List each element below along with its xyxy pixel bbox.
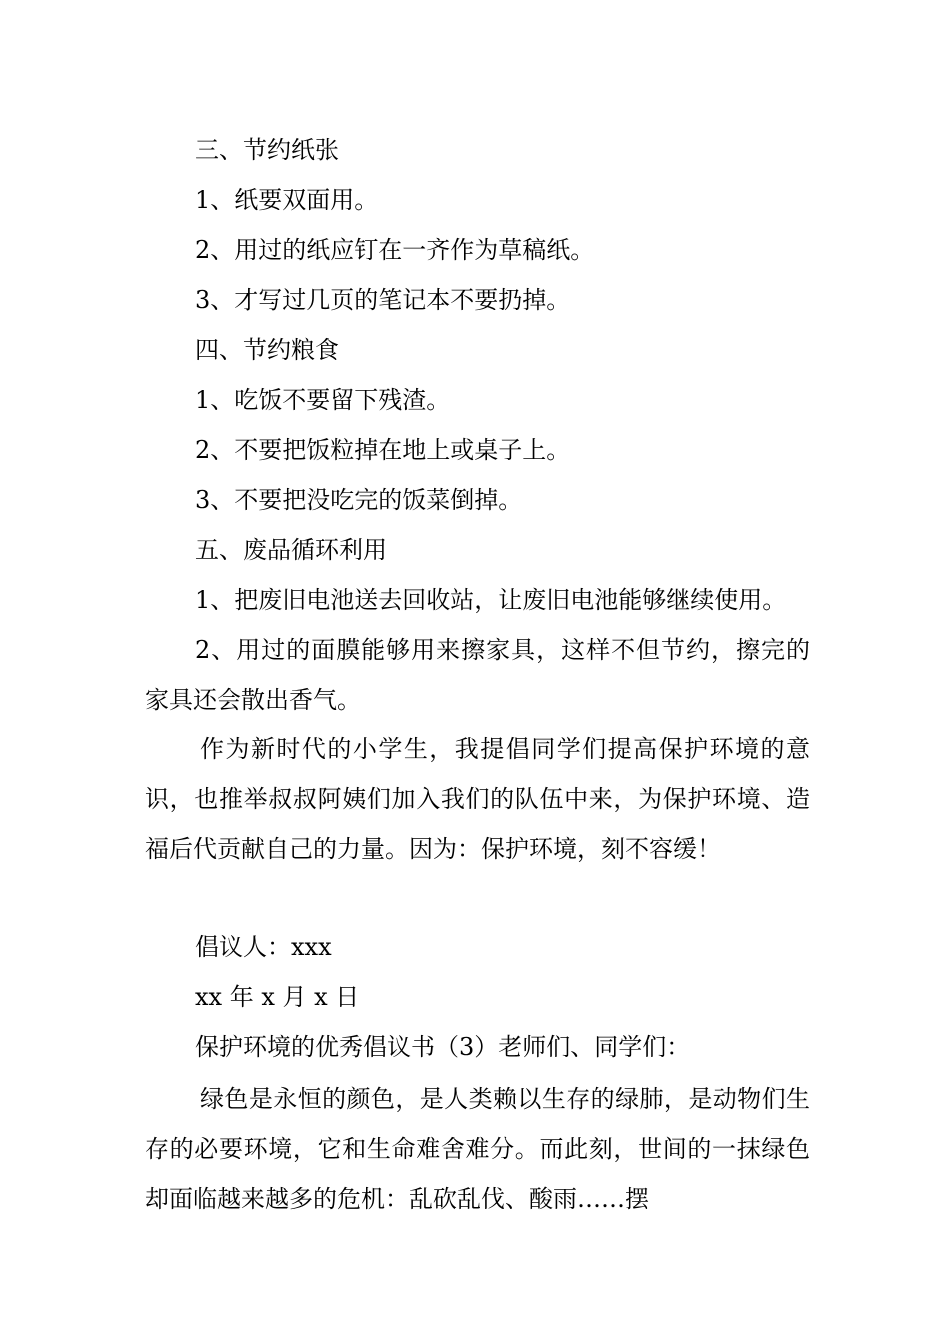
next-doc-paragraph: 绿色是永恒的颜色，是人类赖以生存的绿肺，是动物们生存的必要环境，它和生命难舍难分。而此刻，世间的一抹绿色却面临越来越多的危机：乱砍乱伐、酸雨……摆 <box>145 1085 810 1213</box>
section3-item-1: 1、纸要双面用。 <box>195 186 379 214</box>
date: xx 年 x 月 x 日 <box>195 983 360 1011</box>
section5-item-1: 1、把废旧电池送去回收站，让废旧电池能够继续使用。 <box>195 586 787 614</box>
next-doc-title: 保护环境的优秀倡议书（3）老师们、同学们： <box>195 1033 691 1061</box>
section4-item-2: 2、不要把饭粒掉在地上或桌子上。 <box>195 436 571 464</box>
section3-heading: 三、节约纸张 <box>195 136 339 164</box>
section3-item-2: 2、用过的纸应钉在一齐作为草稿纸。 <box>195 236 595 264</box>
section3-item-3: 3、才写过几页的笔记本不要扔掉。 <box>195 286 571 314</box>
section5-heading: 五、废品循环利用 <box>195 536 387 564</box>
signer: 倡议人：xxx <box>195 933 332 961</box>
section5-item-2: 2、用过的面膜能够用来擦家具，这样不但节约，擦完的家具还会散出香气。 <box>145 636 810 714</box>
section4-item-3: 3、不要把没吃完的饭菜倒掉。 <box>195 486 523 514</box>
closing-paragraph: 作为新时代的小学生，我提倡同学们提高保护环境的意识，也推举叔叔阿姨们加入我们的队伍中来，为保护环境、造福后代贡献自己的力量。因为：保护环境，刻不容缓！ <box>145 735 810 863</box>
section4-heading: 四、节约粮食 <box>195 336 339 364</box>
section4-item-1: 1、吃饭不要留下残渣。 <box>195 386 451 414</box>
